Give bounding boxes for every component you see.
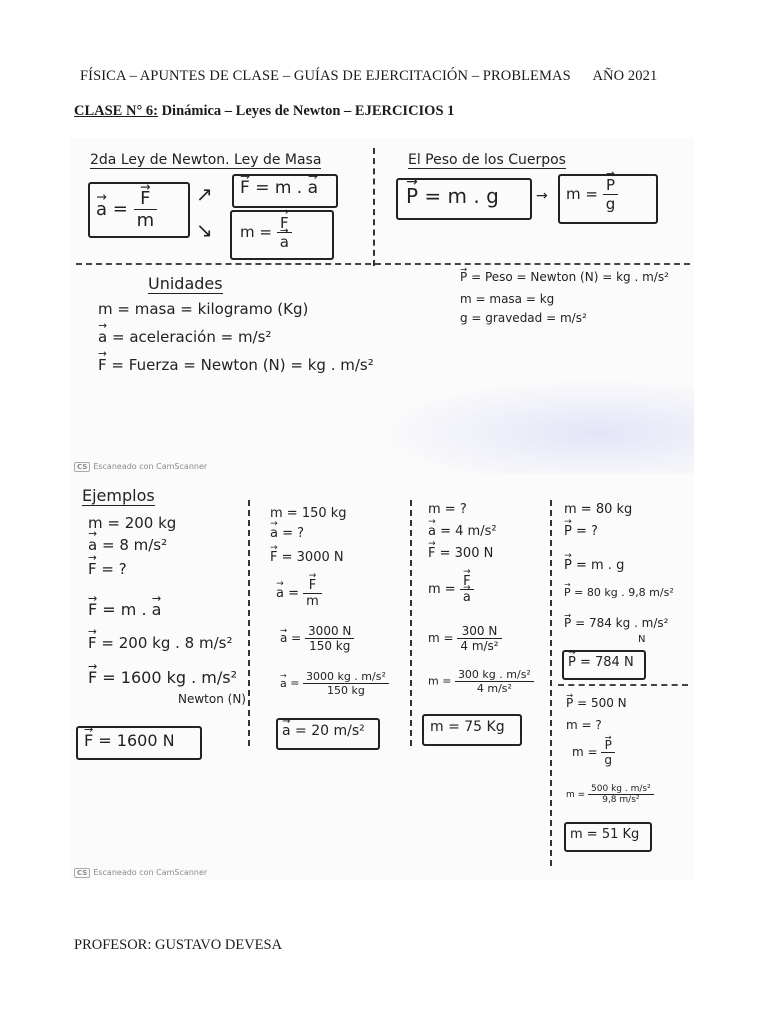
ex4-newton-note: N — [638, 634, 646, 645]
column-divider — [410, 500, 412, 746]
ex4-substitution: → P = 80 kg . 9,8 m/s² — [564, 586, 674, 599]
header-year: AÑO 2021 — [592, 68, 658, 84]
camscanner-icon: CS — [74, 462, 90, 472]
examples-title: Ejemplos — [82, 486, 155, 505]
professor-name: PROFESOR: GUSTAVO DEVESA — [74, 937, 283, 953]
column-divider — [550, 500, 552, 866]
ex1-substitution: → F = 200 kg . 8 m/s² — [88, 634, 232, 652]
ex5-substitution: m = $\frac{\text{500 kg . m/s²}}{\text{9,8 m/s²}}$ — [566, 784, 654, 805]
unit-acceleration: → a = aceleración = m/s² — [98, 328, 271, 346]
ex1-accel: → a = 8 m/s² — [88, 536, 167, 554]
ex3-substitution: m = $\frac{300 N}{\text{4 m/s²}}$ — [428, 624, 502, 653]
column-divider — [373, 148, 375, 266]
ex4-weight-unknown: → P = ? — [564, 524, 598, 539]
unit-mass-2: m = masa = kg — [460, 292, 555, 306]
force-formula: → F = m . → a — [240, 178, 318, 198]
ex4-answer: → P = 784 N — [568, 655, 634, 670]
weight-formula: → P = m . g — [406, 184, 499, 208]
ex5-answer: m = 51 Kg — [570, 827, 640, 842]
ex1-force-unknown: → F = ? — [88, 560, 127, 578]
mass-formula: m = → F → a — [240, 214, 292, 251]
arrow-icon: ↗ — [196, 182, 213, 206]
scanned-notes-formulas — [70, 138, 694, 474]
ex3-answer: m = 75 Kg — [430, 719, 505, 735]
ex2-formula: → a = → $\frac{F}{m}$ — [276, 578, 322, 609]
weight-title: El Peso de los Cuerpos — [408, 152, 566, 168]
unit-weight: → P = Peso = Newton (N) = kg . m/s² — [460, 270, 669, 284]
section-divider — [76, 263, 690, 265]
ex3-formula: m = → F → a — [428, 574, 474, 605]
ex2-substitution: → a = $\frac{3000 N}{150 kg}$ — [280, 624, 354, 653]
unit-gravity: g = gravedad = m/s² — [460, 311, 587, 325]
arrow-icon: ↘ — [196, 218, 213, 242]
header-title: FÍSICA – APUNTES DE CLASE – GUÍAS DE EJERCITACIÓN – PROBLEMAS — [80, 68, 571, 84]
scanner-watermark: CS Escaneado con CamScanner — [74, 462, 207, 472]
ex2-accel-unknown: → a = ? — [270, 526, 304, 541]
ex3-mass-unknown: m = ? — [428, 502, 467, 517]
ex1-newton-note: Newton (N) — [178, 692, 246, 706]
section-divider — [558, 684, 688, 686]
column-divider — [248, 500, 250, 746]
scanned-notes-examples — [70, 474, 694, 880]
class-heading — [74, 103, 454, 120]
camscanner-icon: CS — [74, 868, 90, 878]
ex2-units: → a = $\frac{\text{3000 kg . m/s²}}{150 kg}$ — [280, 670, 389, 697]
units-title: Unidades — [148, 274, 223, 293]
ex5-formula: m = → $\frac{P}{g}$ — [572, 738, 615, 767]
ex2-mass: m = 150 kg — [270, 506, 347, 521]
unit-force: → F = Fuerza = Newton (N) = kg . m/s² — [98, 356, 374, 374]
ex3-accel: → a = 4 m/s² — [428, 524, 497, 539]
ex3-force: → F = 300 N — [428, 546, 493, 561]
ex1-formula: → F = m . → a — [88, 600, 161, 619]
arrow-icon: → — [536, 188, 548, 204]
unit-mass: m = masa = kilogramo (Kg) — [98, 300, 309, 318]
ex1-answer: → F = 1600 N — [84, 731, 175, 750]
ex4-mass: m = 80 kg — [564, 502, 633, 517]
class-number: CLASE N° 6: — [74, 103, 158, 119]
mass-weight-formula: m = → $\frac{P}{g}$ — [566, 176, 618, 213]
acceleration-formula: → a = → $\frac{F}{m}$ — [96, 188, 157, 231]
scanner-watermark: CS Escaneado con CamScanner — [74, 868, 207, 878]
ex4-formula: → P = m . g — [564, 558, 624, 573]
ex5-mass-unknown: m = ? — [566, 718, 602, 732]
ex2-answer: → a = 20 m/s² — [282, 723, 365, 739]
scan-smudge — [370, 378, 694, 474]
newton-second-law-title: 2da Ley de Newton. Ley de Masa — [90, 152, 322, 168]
ex4-result-units: → P = 784 kg . m/s² — [564, 616, 668, 630]
ex1-result-units: → F = 1600 kg . m/s² — [88, 668, 237, 687]
class-title: Dinámica – Leyes de Newton – EJERCICIOS 1 — [161, 103, 455, 119]
ex5-weight: → P = 500 N — [566, 696, 627, 710]
document-header — [80, 68, 657, 85]
ex2-force: → F = 3000 N — [270, 550, 344, 565]
ex1-mass: m = 200 kg — [88, 514, 177, 532]
ex3-units: m = $\frac{\text{300 kg . m/s²}}{\text{4 m/s²}}$ — [428, 668, 534, 695]
